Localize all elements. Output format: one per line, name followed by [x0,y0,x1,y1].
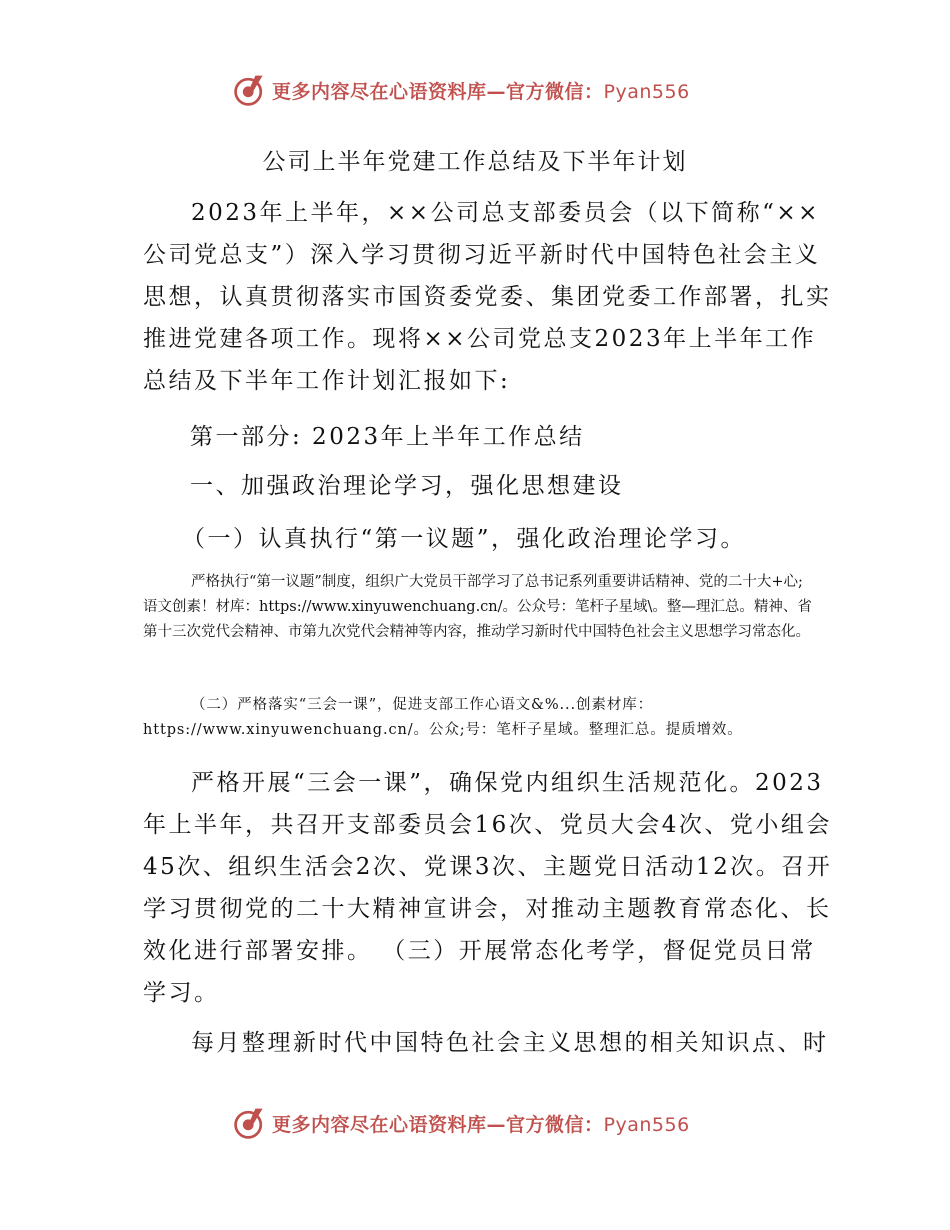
part-heading: 第一部分: 2023年上半年工作总结 [190,424,585,450]
footer-banner [232,1103,690,1143]
small-paragraph-2: （二）严格落实“三会一课”，促进支部工作心语文&%...创素材库：https://www.xinyuwenchuang.cn/。公众;号：笔杆子星域。整理汇总。提质增效。 [143,697,743,738]
banner-text: 更多内容尽在心语资料库—官方微信：Pyan556 [272,1113,690,1136]
header-banner [232,70,690,110]
small-paragraph-1: 严格执行“第一议题”制度，组织广大党员干部学习了总书记系列重要讲话精神、党的二十大+心;语文创素！材库：https://www.xinyuwenchuang.cn/。公众号：笔杆子星域\。整—理汇总。精神、省第十三次党代会精神、市第九次党代会精神等内容，推动学习新时代中国特色社会主义思想学习常态化。 [143,574,812,640]
subsection-heading: （一）认真执行“第一议题”，强化政治理论学习。 [182,526,747,552]
brush-logo-icon [232,1105,268,1141]
intro-paragraph: 2023年上半年，××公司总支部委员会（以下简称“××公司党总支”）深入学习贯彻习近平新时代中国特色社会主义思想，认真贯彻落实市国资委党委、集团党委工作部署，扎实推进党建各项工作。现将××公司党总支2023年上半年工作总结及下半年工作计划汇报如下: [143,200,832,394]
meetings-paragraph: 严格开展“三会一课”，确保党内组织生活规范化。2023年上半年，共召开支部委员会16次、党员大会4次、党小组会45次、组织生活会2次、党课3次、主题党日活动12次。召开学习贯彻党的二十大精神宣讲会，对推动主题教育常态化、长效化进行部署安排。 （三）开展常态化考学，督促党员日常学习。 [143,770,833,1006]
study-paragraph: 每月整理新时代中国特色社会主义思想的相关知识点、时 [191,1030,829,1056]
brush-logo-icon [232,72,268,108]
page-title: 公司上半年党建工作总结及下半年计划 [262,149,688,175]
banner-text: 更多内容尽在心语资料库—官方微信：Pyan556 [272,80,690,103]
section-heading: 一、加强政治理论学习，强化思想建设 [190,473,624,499]
